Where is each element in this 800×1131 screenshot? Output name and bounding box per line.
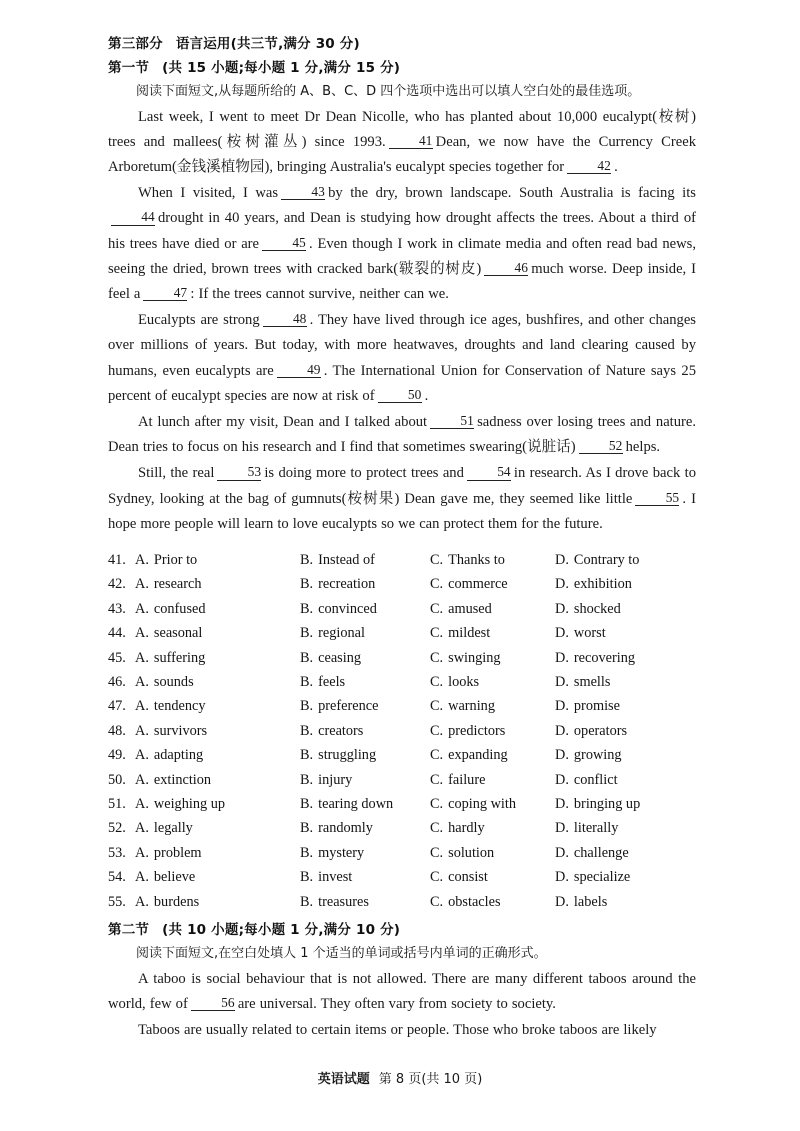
option-d-choice[interactable]: [555, 816, 618, 840]
option-c-choice[interactable]: [430, 572, 508, 596]
option-a-text: survivors: [153, 722, 208, 739]
option-d-text: specialize: [573, 869, 631, 886]
blank-49[interactable]: 49: [277, 363, 321, 378]
option-c-choice[interactable]: [430, 548, 505, 572]
option-b-text: invest: [318, 869, 353, 886]
blank-56[interactable]: 56: [191, 996, 235, 1011]
option-b-label: B.: [300, 771, 314, 788]
question-number: 49.: [108, 747, 126, 764]
cloze-p1-text-c: .: [614, 159, 618, 176]
option-a-choice[interactable]: [135, 890, 199, 914]
option-b-label: B.: [300, 747, 314, 764]
question-number: 51.: [108, 796, 126, 812]
option-b-choice[interactable]: [300, 768, 352, 792]
option-d-text: shocked: [573, 600, 621, 617]
cloze-paragraph-2: [108, 181, 696, 307]
option-a-label: A.: [135, 747, 149, 764]
cloze-p5-text-a: Still, the real: [138, 465, 215, 482]
blank-43[interactable]: 43: [281, 185, 325, 200]
option-c-text: consist: [448, 869, 488, 886]
cloze-p2-text-b: by the dry, brown landscape. South Australia is facing its: [328, 185, 696, 202]
option-d-label: D.: [555, 600, 569, 617]
question-row: [108, 841, 696, 865]
blank-53[interactable]: 53: [217, 465, 261, 480]
option-c-choice[interactable]: [430, 646, 501, 670]
question-number: 44.: [108, 625, 126, 642]
option-c-label: C.: [430, 893, 444, 910]
option-c-label: C.: [430, 600, 444, 617]
question-row: [108, 719, 696, 743]
footer-page-prefix: 第: [378, 1072, 392, 1087]
section2-instruction: 阅读下面短文,在空白处填人 1 个适当的单词或括号内单词的正确形式。: [136, 945, 547, 961]
option-c-choice[interactable]: [430, 621, 490, 645]
option-a-choice[interactable]: [135, 694, 206, 718]
option-d-label: D.: [555, 722, 569, 739]
section1-heading-line: [108, 60, 696, 77]
option-c-text: solution: [448, 844, 495, 861]
option-a-choice[interactable]: [135, 548, 197, 572]
option-b-choice[interactable]: [300, 548, 375, 572]
option-d-choice[interactable]: [555, 719, 627, 743]
option-b-text: regional: [318, 625, 365, 642]
option-d-label: D.: [555, 820, 569, 837]
option-c-text: failure: [448, 771, 486, 788]
option-a-text: research: [153, 576, 202, 593]
option-d-text: labels: [573, 893, 608, 910]
question-row: [108, 768, 696, 792]
option-d-text: recovering: [573, 649, 636, 666]
option-a-label: A.: [135, 576, 149, 593]
option-b-choice[interactable]: [300, 694, 378, 718]
option-c-label: C.: [430, 771, 444, 788]
option-d-text: worst: [573, 625, 606, 642]
option-c-label: C.: [430, 552, 444, 569]
option-b-text: tearing down: [318, 796, 394, 812]
blank-48[interactable]: 48: [263, 312, 307, 327]
option-c-choice[interactable]: [430, 890, 501, 914]
option-a-text: sounds: [153, 674, 194, 691]
option-d-choice[interactable]: [555, 865, 630, 889]
option-b-label: B.: [300, 698, 314, 715]
question-number: 53.: [108, 844, 126, 861]
option-c-label: C.: [430, 576, 444, 593]
option-a-text: tendency: [153, 698, 206, 715]
option-a-choice[interactable]: [135, 841, 202, 865]
option-a-text: Prior to: [153, 552, 198, 569]
option-c-choice[interactable]: [430, 792, 516, 816]
blank-51[interactable]: 51: [430, 414, 474, 429]
option-b-text: convinced: [318, 600, 377, 617]
option-b-choice[interactable]: [300, 719, 363, 743]
cloze-p2-text-f: : If the trees cannot survive, neither can we.: [190, 286, 449, 303]
option-a-choice[interactable]: [135, 768, 211, 792]
option-b-label: B.: [300, 820, 314, 837]
option-b-label: B.: [300, 625, 314, 642]
cloze-paragraph-4: [108, 410, 696, 460]
cloze-p3-text-c: . The International Union for Conservation of Nature says 25 percent of eucalypt species are now at risk of: [108, 362, 697, 404]
question-number: 47.: [108, 698, 126, 715]
option-b-choice[interactable]: [300, 792, 393, 816]
option-b-text: injury: [318, 771, 353, 788]
cloze-p1-text-a: Last week, I went to meet Dr Dean Nicolle, who has planted about 10,000 eucalypt(桉树) trees and mallees(桉树灌丛) since 1993.: [108, 108, 696, 150]
option-d-text: literally: [573, 820, 619, 837]
blank-44[interactable]: 44: [111, 210, 155, 225]
option-b-choice[interactable]: [300, 670, 345, 694]
grammar-paragraph-2: Taboos are usually related to certain items or people. Those who broke taboos are likely: [138, 1022, 657, 1039]
option-a-choice[interactable]: [135, 621, 202, 645]
option-b-text: randomly: [318, 820, 373, 837]
option-d-text: bringing up: [573, 796, 641, 812]
cloze-p5-text-d: . I hope more people will learn to love eucalypts so we can protect them for the future.: [108, 490, 697, 532]
option-c-label: C.: [430, 722, 444, 739]
cloze-p2-text-e: much worse. Deep inside, I feel a: [108, 260, 696, 303]
question-row: [108, 670, 696, 694]
option-a-text: adapting: [153, 747, 204, 764]
option-d-choice[interactable]: [555, 621, 606, 645]
option-d-label: D.: [555, 796, 569, 812]
option-a-choice[interactable]: [135, 719, 207, 743]
option-d-text: conflict: [573, 771, 618, 788]
question-number: 41.: [108, 552, 126, 569]
option-a-choice[interactable]: [135, 743, 203, 767]
option-b-choice[interactable]: [300, 743, 376, 767]
option-a-choice[interactable]: [135, 670, 194, 694]
option-b-label: B.: [300, 674, 314, 691]
section1-heading: 第一节: [108, 59, 150, 76]
option-b-choice[interactable]: [300, 816, 373, 840]
cloze-p2-text-c: drought in 40 years, and Dean is studying how drought affects the trees. About a third of his trees have died or are: [108, 210, 696, 252]
question-number: 45.: [108, 649, 126, 666]
option-a-choice[interactable]: [135, 597, 206, 621]
option-b-choice[interactable]: [300, 597, 377, 621]
option-a-text: seasonal: [153, 625, 203, 642]
option-b-text: feels: [318, 674, 346, 691]
option-c-choice[interactable]: [430, 694, 495, 718]
option-c-text: hardly: [448, 820, 485, 837]
cloze-p4-text-b: sadness over losing trees and nature. Dean tries to focus on his research and I find that sometimes swearing(说脏话): [108, 414, 697, 456]
section1-instruction: 阅读下面短文,从每题所给的 A、B、C、D 四个选项中选出可以填人空白处的最佳选项。: [136, 83, 641, 99]
option-c-text: warning: [448, 698, 495, 715]
option-c-label: C.: [430, 869, 444, 886]
option-b-choice[interactable]: [300, 865, 352, 889]
blank-54[interactable]: 54: [467, 465, 511, 480]
option-c-text: coping with: [448, 796, 517, 812]
option-c-choice[interactable]: [430, 597, 492, 621]
option-a-text: problem: [153, 844, 202, 861]
blank-45[interactable]: 45: [262, 236, 306, 251]
option-c-label: C.: [430, 698, 444, 715]
option-c-text: amused: [448, 600, 492, 617]
page-content: [108, 36, 696, 1044]
option-c-text: obstacles: [448, 893, 501, 910]
option-d-choice[interactable]: [555, 572, 632, 596]
option-d-choice[interactable]: [555, 670, 610, 694]
option-b-label: B.: [300, 844, 314, 861]
question-row: [108, 572, 696, 596]
grammar-p1-text-b: are universal. They often vary from society to society.: [237, 995, 556, 1012]
page-footer: [0, 1068, 800, 1087]
option-b-text: struggling: [318, 747, 377, 764]
cloze-p3-text-d: .: [424, 387, 429, 404]
question-row: [108, 694, 696, 718]
question-number: 46.: [108, 674, 126, 691]
cloze-p5-text-c: in research. As I drove back to Sydney, looking at the bag of gumnuts(桉树果) Dean gave me, they seemed like little: [108, 465, 696, 507]
option-c-label: C.: [430, 796, 444, 812]
option-b-choice[interactable]: [300, 646, 361, 670]
question-number: 43.: [108, 600, 126, 617]
cloze-p2-text-a: When I visited, I was: [138, 185, 279, 202]
option-a-choice[interactable]: [135, 865, 195, 889]
option-b-text: mystery: [318, 844, 365, 861]
option-c-text: predictors: [448, 722, 506, 739]
option-a-label: A.: [135, 649, 149, 666]
cloze-paragraph-1: [108, 105, 696, 181]
option-b-text: Instead of: [318, 552, 375, 569]
cloze-p3-text-a: Eucalypts are strong: [138, 312, 260, 329]
option-b-label: B.: [300, 576, 314, 593]
question-number: 54.: [108, 869, 126, 886]
question-row: [108, 865, 696, 889]
option-a-label: A.: [135, 674, 149, 691]
question-row: [108, 548, 696, 572]
blank-46[interactable]: 46: [484, 261, 528, 276]
option-c-label: C.: [430, 747, 444, 764]
option-a-text: confused: [153, 600, 206, 617]
option-a-label: A.: [135, 796, 149, 812]
option-d-label: D.: [555, 771, 569, 788]
option-b-choice[interactable]: [300, 572, 375, 596]
question-number: 50.: [108, 771, 126, 788]
option-c-text: Thanks to: [448, 552, 505, 569]
blank-50[interactable]: 50: [378, 388, 422, 403]
section2-heading: 第二节: [108, 921, 150, 938]
section2-info: (共 10 小题;每小题 1 分,满分 10 分): [162, 921, 401, 938]
blank-41[interactable]: 41: [389, 134, 433, 149]
option-c-text: mildest: [448, 625, 491, 642]
option-b-label: B.: [300, 893, 314, 910]
option-b-text: ceasing: [318, 649, 361, 666]
option-b-text: recreation: [318, 576, 376, 593]
option-c-text: looks: [448, 674, 480, 691]
option-a-text: weighing up: [153, 796, 225, 812]
cloze-paragraph-3: [108, 308, 696, 409]
option-a-text: legally: [153, 820, 193, 837]
option-d-choice[interactable]: [555, 890, 607, 914]
blank-42[interactable]: 42: [567, 159, 611, 174]
option-a-label: A.: [135, 893, 149, 910]
option-c-choice[interactable]: [430, 865, 488, 889]
blank-47[interactable]: 47: [143, 286, 187, 301]
option-d-choice[interactable]: [555, 694, 620, 718]
option-c-label: C.: [430, 649, 444, 666]
part-heading: 第三部分: [108, 36, 163, 52]
footer-subject: 英语试题: [317, 1072, 370, 1087]
question-number: 42.: [108, 576, 126, 593]
option-d-text: promise: [573, 698, 620, 715]
option-b-label: B.: [300, 796, 314, 812]
section1-info: (共 15 小题;每小题 1 分,满分 15 分): [162, 59, 401, 76]
footer-page-number: 8: [395, 1072, 405, 1087]
option-c-text: swinging: [448, 649, 501, 666]
option-d-choice[interactable]: [555, 792, 640, 816]
question-row: [108, 621, 696, 645]
option-d-choice[interactable]: [555, 548, 639, 572]
option-b-text: preference: [318, 698, 379, 715]
option-a-text: suffering: [153, 649, 206, 666]
option-d-label: D.: [555, 552, 569, 569]
question-number: 52.: [108, 820, 126, 837]
option-b-choice[interactable]: [300, 841, 364, 865]
option-d-label: D.: [555, 869, 569, 886]
option-a-label: A.: [135, 698, 149, 715]
option-a-choice[interactable]: [135, 792, 225, 816]
question-row: [108, 816, 696, 840]
option-d-label: D.: [555, 893, 569, 910]
option-a-label: A.: [135, 771, 149, 788]
option-b-text: treasures: [318, 893, 369, 910]
option-c-text: commerce: [448, 576, 508, 593]
option-a-text: burdens: [153, 893, 200, 910]
cloze-p4-text-c: helps.: [625, 439, 661, 456]
option-c-choice[interactable]: [430, 743, 508, 767]
option-a-label: A.: [135, 820, 149, 837]
option-d-choice[interactable]: [555, 841, 629, 865]
cloze-paragraph-5: [108, 461, 696, 537]
option-d-label: D.: [555, 674, 569, 691]
option-d-text: Contrary to: [573, 552, 640, 569]
option-c-text: expanding: [448, 747, 508, 764]
option-c-label: C.: [430, 674, 444, 691]
option-d-text: exhibition: [573, 576, 632, 593]
option-d-choice[interactable]: [555, 768, 618, 792]
option-a-label: A.: [135, 869, 149, 886]
option-c-choice[interactable]: [430, 670, 479, 694]
option-d-choice[interactable]: [555, 597, 621, 621]
question-row: [108, 890, 696, 914]
option-c-label: C.: [430, 844, 444, 861]
multiple-choice-options: [108, 548, 696, 914]
option-b-label: B.: [300, 552, 314, 569]
blank-55[interactable]: 55: [635, 491, 679, 506]
option-a-label: A.: [135, 722, 149, 739]
option-b-text: creators: [318, 722, 364, 739]
option-d-text: growing: [573, 747, 622, 764]
question-row: [108, 792, 696, 816]
option-c-label: C.: [430, 820, 444, 837]
option-a-label: A.: [135, 844, 149, 861]
option-a-label: A.: [135, 600, 149, 617]
blank-52[interactable]: 52: [579, 439, 623, 454]
option-c-choice[interactable]: [430, 816, 485, 840]
option-a-text: believe: [153, 869, 196, 886]
cloze-p5-text-b: is doing more to protect trees and: [264, 465, 464, 482]
grammar-p1-text-a: A taboo is social behaviour that is not allowed. There are many different taboos around the world, few of: [108, 970, 696, 1012]
option-d-text: operators: [573, 722, 628, 739]
option-b-label: B.: [300, 600, 314, 617]
option-b-choice[interactable]: [300, 890, 369, 914]
question-row: [108, 597, 696, 621]
option-d-label: D.: [555, 844, 569, 861]
option-a-label: A.: [135, 552, 149, 569]
option-b-label: B.: [300, 722, 314, 739]
option-d-label: D.: [555, 625, 569, 642]
option-b-label: B.: [300, 869, 314, 886]
option-b-choice[interactable]: [300, 621, 365, 645]
option-a-choice[interactable]: [135, 646, 205, 670]
question-row: [108, 646, 696, 670]
option-d-label: D.: [555, 576, 569, 593]
cloze-p4-text-a: At lunch after my visit, Dean and I talked about: [138, 414, 428, 431]
option-d-text: smells: [573, 674, 611, 691]
option-d-label: D.: [555, 649, 569, 666]
cloze-p2-text-d: . Even though I work in climate media and often read bad news, seeing the dried, brown trees with cracked bark(皲裂的树皮): [108, 235, 697, 277]
option-a-text: extinction: [153, 771, 212, 788]
cloze-p3-text-b: . They have lived through ice ages, bushfires, and other changes over millions of years. But today, with more heatwaves, droughts and land clearing caused by humans, even eucalypts are: [108, 312, 696, 379]
option-d-label: D.: [555, 698, 569, 715]
option-c-choice[interactable]: [430, 768, 485, 792]
option-c-choice[interactable]: [430, 841, 494, 865]
footer-page-suffix: 页(共 10 页): [408, 1072, 483, 1087]
option-d-choice[interactable]: [555, 743, 622, 767]
option-a-label: A.: [135, 625, 149, 642]
cloze-p1-text-b: Dean, we now have the Currency Creek Arboretum(金钱溪植物园), bringing Australia's eucalypt species together for: [108, 133, 696, 176]
part-heading-line: [108, 36, 696, 53]
option-a-choice[interactable]: [135, 816, 193, 840]
option-c-choice[interactable]: [430, 719, 505, 743]
option-b-label: B.: [300, 649, 314, 666]
option-a-choice[interactable]: [135, 572, 202, 596]
grammar-paragraph-1: [108, 967, 696, 1017]
part-title: 语言运用(共三节,满分 30 分): [175, 36, 360, 52]
question-row: [108, 743, 696, 767]
section2-heading-line: [108, 922, 696, 939]
question-number: 48.: [108, 722, 126, 739]
option-d-text: challenge: [573, 844, 629, 861]
question-number: 55.: [108, 893, 126, 910]
option-c-label: C.: [430, 625, 444, 642]
option-d-label: D.: [555, 747, 569, 764]
option-d-choice[interactable]: [555, 646, 635, 670]
